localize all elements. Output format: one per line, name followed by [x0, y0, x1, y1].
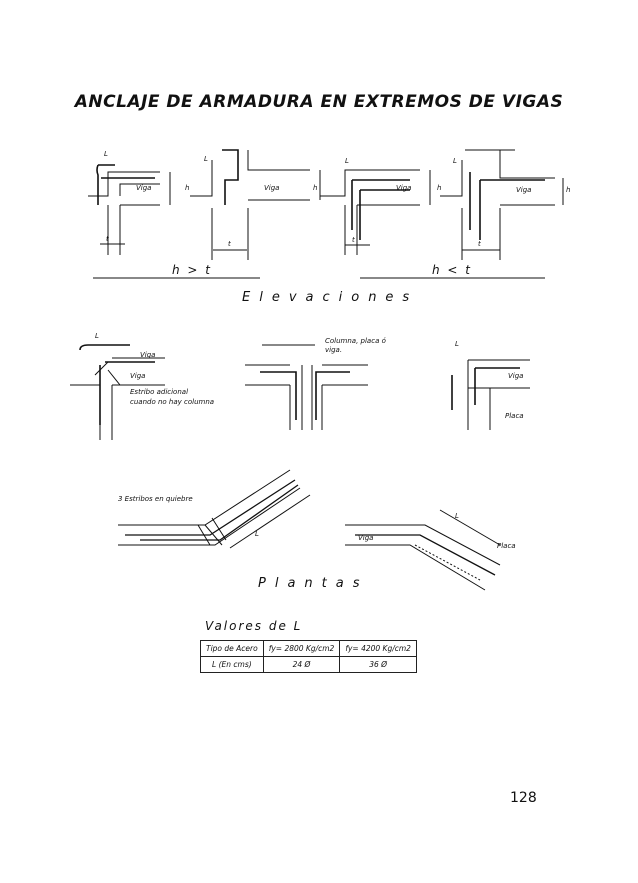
- t-label: t: [106, 235, 109, 243]
- estribo-note-line1: Estribo adicional: [130, 388, 189, 396]
- elevation-4: [440, 150, 563, 260]
- h-label: h: [437, 184, 442, 192]
- table-cell: fy= 4200 Kg/cm2: [340, 641, 417, 657]
- section-elevaciones: Elevaciones: [242, 290, 419, 305]
- elevation-2: [190, 150, 320, 260]
- L-label: L: [255, 530, 259, 538]
- columna-note-line1: Columna, placa ó: [325, 337, 386, 345]
- placa-label: Placa: [505, 412, 524, 420]
- planta-1: [118, 470, 310, 548]
- valores-heading: Valores de L: [205, 619, 303, 633]
- viga-label: Viga: [396, 184, 412, 192]
- L-label: L: [95, 332, 99, 340]
- table-cell: fy= 2800 Kg/cm2: [263, 641, 340, 657]
- table-cell: 36 Ø: [340, 657, 417, 673]
- table-row: [201, 657, 417, 673]
- viga-label: Viga: [130, 372, 146, 380]
- elevation-3: [320, 170, 430, 255]
- viga-label: Viga: [264, 184, 280, 192]
- estribos-note: 3 Estribos en quiebre: [118, 495, 193, 503]
- table-cell: Tipo de Acero: [201, 641, 264, 657]
- viga-label: Viga: [358, 534, 374, 542]
- table-row: [201, 641, 417, 657]
- table-cell: 24 Ø: [263, 657, 340, 673]
- estribo-note-line2: cuando no hay columna: [130, 398, 215, 406]
- viga-label: Viga: [136, 184, 152, 192]
- t-label: t: [352, 236, 355, 244]
- L-label: L: [455, 512, 459, 520]
- t-label: t: [228, 240, 231, 248]
- L-label: L: [345, 157, 349, 165]
- viga-label: Viga: [508, 372, 524, 380]
- L-label: L: [204, 155, 208, 163]
- section-plantas: Plantas: [258, 576, 369, 591]
- h-label: h: [313, 184, 318, 192]
- viga-label: Viga: [140, 351, 156, 359]
- condition-h-greater-t: h > t: [172, 263, 212, 277]
- elevation-1: [88, 165, 170, 255]
- placa-label: Placa: [497, 542, 516, 550]
- page-title: ANCLAJE DE ARMADURA EN EXTREMOS DE VIGAS: [74, 92, 564, 112]
- condition-h-less-t: h < t: [432, 263, 472, 277]
- table-cell: L (En cms): [201, 657, 264, 673]
- page-number: 128: [510, 790, 537, 806]
- mid-diagram-2: [245, 345, 368, 430]
- L-label: L: [453, 157, 457, 165]
- L-label: L: [104, 150, 108, 158]
- h-label: h: [566, 186, 571, 194]
- columna-note-line2: viga.: [325, 346, 343, 354]
- valores-table: [200, 640, 417, 673]
- viga-label: Viga: [516, 186, 532, 194]
- t-label: t: [478, 240, 481, 248]
- L-label: L: [455, 340, 459, 348]
- h-label: h: [185, 184, 190, 192]
